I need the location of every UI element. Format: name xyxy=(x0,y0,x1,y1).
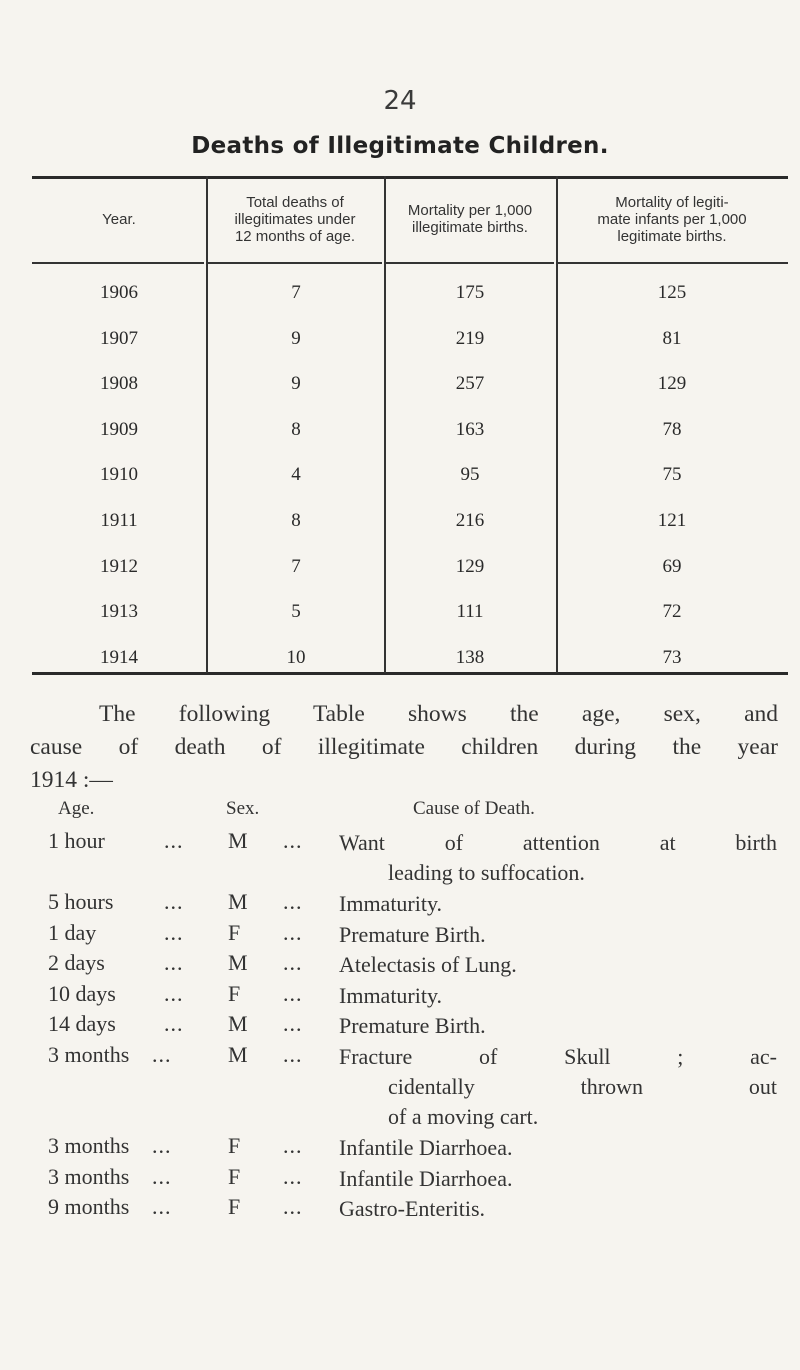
cause-value: Want of attention at birth leading to suffocation. xyxy=(339,830,777,885)
age-value: 5 hours xyxy=(48,889,114,914)
leader-dots: ... xyxy=(283,1011,303,1036)
header-underline xyxy=(208,262,382,264)
age-value: 2 days xyxy=(48,950,105,975)
table-header-cell: Year. xyxy=(102,210,136,228)
header-underline xyxy=(386,262,554,264)
sex-value: M xyxy=(228,889,248,914)
cause-value: Fracture of Skull ; ac- cidentally thrown out of a moving cart. xyxy=(339,1043,777,1129)
table-header-cell: Mortality of legiti- mate infants per 1,000 legitimate births. xyxy=(597,193,747,245)
table-bottom-rule xyxy=(32,672,788,675)
intro-paragraph xyxy=(30,698,778,797)
table-cell: 257 xyxy=(455,373,485,395)
leader-dots: ... xyxy=(283,1041,303,1067)
leader-dots: ... xyxy=(152,1194,172,1219)
leader-dots: ... xyxy=(152,1133,172,1158)
table-header-cell: Mortality per 1,000 illegitimate births. xyxy=(407,202,533,236)
leader-dots: ... xyxy=(283,1194,303,1219)
cause-value: Infantile Diarrhoea. xyxy=(339,1135,513,1160)
page-number: 24 xyxy=(383,86,417,116)
leader-dots: ... xyxy=(283,1133,303,1158)
leader-dots: ... xyxy=(164,919,184,945)
table-cell: 163 xyxy=(455,418,485,440)
leader-dots: ... xyxy=(283,828,303,853)
age-value: 1 day xyxy=(48,919,97,945)
mortality-table xyxy=(32,176,788,676)
sex-value: F xyxy=(228,980,241,1006)
table-cell: 81 xyxy=(662,327,682,349)
year-cell: 1912 xyxy=(100,555,138,577)
table-cell: 10 xyxy=(286,646,306,668)
table-cell: 121 xyxy=(657,510,687,531)
sex-value: M xyxy=(228,1041,248,1067)
table-cell: 7 xyxy=(291,282,301,303)
leader-dots: ... xyxy=(164,980,184,1006)
sex-value: F xyxy=(228,919,241,945)
table-cell: 73 xyxy=(662,646,682,668)
year-cell: 1913 xyxy=(100,601,138,623)
table-cell: 175 xyxy=(455,282,485,303)
year-cell: 1908 xyxy=(100,373,138,395)
intro-line: The following Table shows the age, sex, and xyxy=(99,701,778,727)
table-cell: 78 xyxy=(662,418,682,440)
sex-value: M xyxy=(228,950,248,975)
year-cell: 1914 xyxy=(100,646,138,668)
cause-value: Premature Birth. xyxy=(339,921,486,947)
age-value: 1 hour xyxy=(48,828,105,853)
year-cell: 1909 xyxy=(100,418,138,440)
table-cell: 219 xyxy=(455,327,485,349)
table-cell: 95 xyxy=(460,464,480,486)
intro-line: 1914 :— xyxy=(30,767,113,793)
sex-value: F xyxy=(228,1194,241,1219)
age-value: 14 days xyxy=(48,1011,116,1036)
cause-value: Immaturity. xyxy=(339,891,443,916)
table-cell: 9 xyxy=(291,373,301,395)
table-cell: 129 xyxy=(455,555,485,577)
leader-dots: ... xyxy=(152,1041,172,1067)
cause-column-header: Cause of Death. xyxy=(413,798,535,819)
table-cell: 75 xyxy=(662,464,682,486)
age-value: 3 months xyxy=(48,1163,130,1189)
table-cell: 5 xyxy=(291,601,301,623)
table-cell: 4 xyxy=(291,464,301,486)
table-header-cell: Total deaths of illegitimates under 12 months of age. xyxy=(234,193,356,245)
table-cell: 216 xyxy=(455,510,485,531)
age-column-header: Age. xyxy=(58,798,95,819)
leader-dots: ... xyxy=(164,889,184,914)
leader-dots: ... xyxy=(164,1011,184,1036)
leader-dots: ... xyxy=(283,950,303,975)
table-cell: 8 xyxy=(291,510,301,531)
cause-value: Atelectasis of Lung. xyxy=(339,952,517,977)
header-underline xyxy=(32,262,204,264)
table-cell: 69 xyxy=(662,555,682,577)
table-cell: 9 xyxy=(291,327,301,349)
table-cell: 8 xyxy=(291,418,301,440)
cause-value: Premature Birth. xyxy=(339,1013,486,1038)
age-value: 3 months xyxy=(48,1041,130,1067)
sex-value: F xyxy=(228,1133,241,1158)
age-value: 10 days xyxy=(48,980,116,1006)
year-cell: 1911 xyxy=(100,510,138,531)
sex-column-header: Sex. xyxy=(226,798,260,819)
page-title: Deaths of Illegitimate Children. xyxy=(191,133,609,159)
table-cell: 72 xyxy=(662,601,682,623)
leader-dots: ... xyxy=(283,980,303,1006)
cause-value: Gastro-Enteritis. xyxy=(339,1196,486,1221)
leader-dots: ... xyxy=(164,828,184,853)
table-cell: 125 xyxy=(657,282,687,303)
age-value: 3 months xyxy=(48,1133,130,1158)
sex-value: F xyxy=(228,1163,241,1189)
year-cell: 1906 xyxy=(100,282,138,303)
intro-line: cause of death of illegitimate children during the year xyxy=(30,734,778,760)
cause-value: Immaturity. xyxy=(339,982,443,1008)
leader-dots: ... xyxy=(283,919,303,945)
leader-dots: ... xyxy=(164,950,184,975)
leader-dots: ... xyxy=(152,1163,172,1189)
cause-value: Infantile Diarrhoea. xyxy=(339,1165,513,1191)
sex-value: M xyxy=(228,1011,248,1036)
leader-dots: ... xyxy=(283,1163,303,1189)
table-cell: 111 xyxy=(456,601,484,623)
sex-value: M xyxy=(228,828,248,853)
table-cell: 129 xyxy=(657,373,687,395)
year-cell: 1910 xyxy=(100,464,138,486)
table-cell: 138 xyxy=(455,646,485,668)
age-value: 9 months xyxy=(48,1194,130,1219)
year-cell: 1907 xyxy=(100,327,138,349)
table-cell: 7 xyxy=(291,555,301,577)
header-underline xyxy=(558,262,788,264)
leader-dots: ... xyxy=(283,889,303,914)
